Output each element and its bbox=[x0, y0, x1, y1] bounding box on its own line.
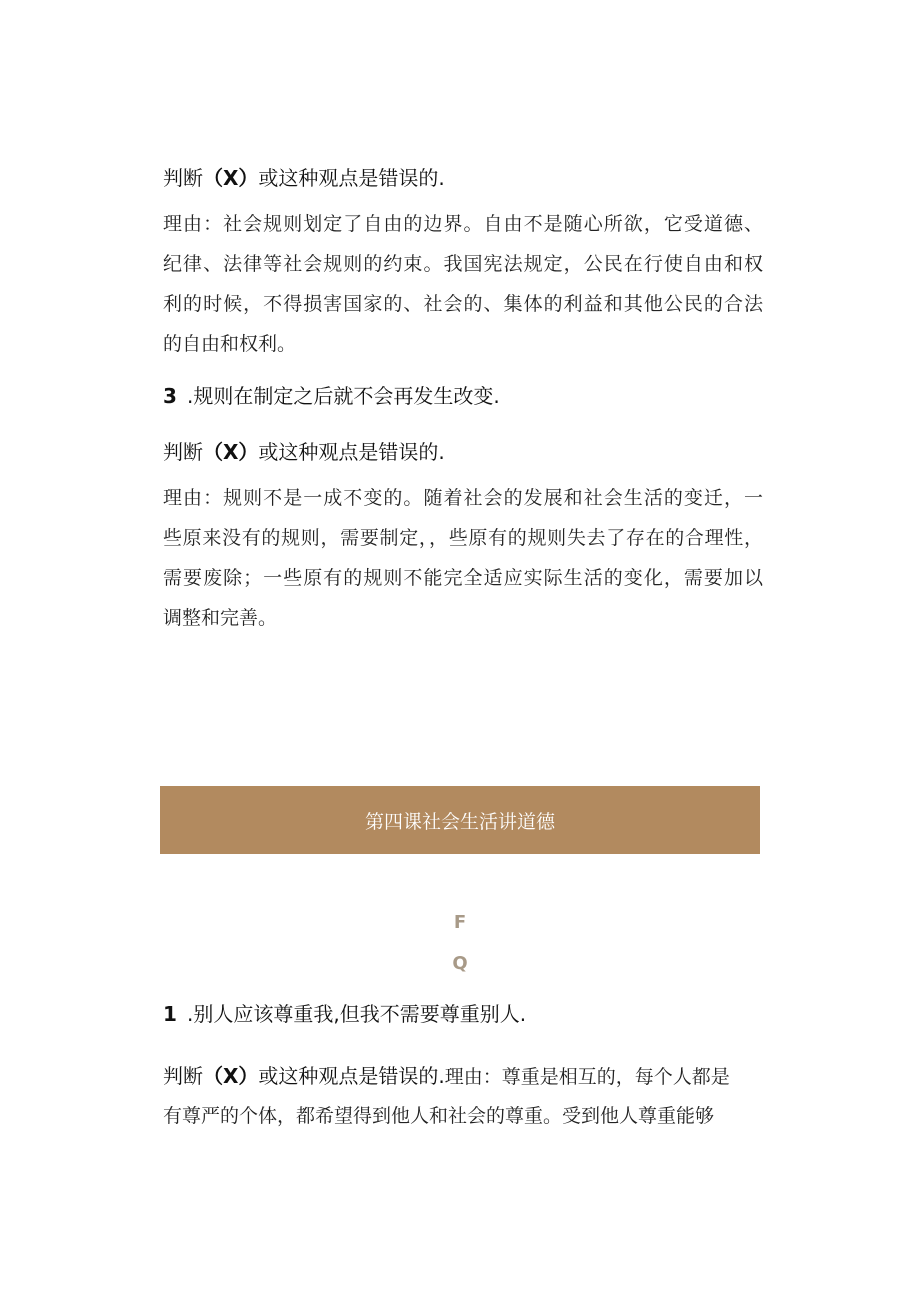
reason-text: 理由：尊重是相互的，每个人都是 bbox=[444, 1066, 730, 1088]
judgment-prefix: 判断 bbox=[163, 1064, 203, 1088]
question-text: .规则在制定之后就不会再发生改变. bbox=[187, 384, 500, 408]
judgment-suffix: 或这种观点是错误的. bbox=[258, 440, 445, 464]
reason-line: 利的时候，不得损害国家的、社会的、集体的利益和其他公民的合法 bbox=[163, 293, 763, 315]
reason-line: 理由：社会规则划定了自由的边界。自由不是随心所欲，它受道德、 bbox=[163, 213, 763, 235]
question-number: 3 bbox=[163, 384, 177, 408]
question-item bbox=[163, 1000, 526, 1028]
reason-line: 有尊严的个体，都希望得到他人和社会的尊重。受到他人尊重能够 bbox=[163, 1105, 715, 1127]
judgment-reason-line bbox=[163, 1056, 763, 1096]
question-number: 1 bbox=[163, 1002, 177, 1026]
reason-line: 调整和完善。 bbox=[163, 607, 278, 629]
decor-letter-q: Q bbox=[452, 953, 468, 974]
judgment-line bbox=[163, 438, 445, 466]
judgment-suffix: 或这种观点是错误的. bbox=[258, 166, 445, 190]
section-banner bbox=[160, 786, 760, 854]
reason-paragraph bbox=[163, 1056, 763, 1136]
question-text: .别人应该尊重我,但我不需要尊重别人. bbox=[187, 1002, 527, 1026]
decor-letter-f: F bbox=[453, 912, 467, 933]
reason-paragraph bbox=[163, 204, 763, 364]
reason-line: 理由：规则不是一成不变的。随着社会的发展和社会生活的变迁，一 bbox=[163, 487, 763, 509]
question-item bbox=[163, 382, 500, 410]
judgment-mark: （X） bbox=[203, 440, 259, 464]
reason-line: 的自由和权利。 bbox=[163, 333, 297, 355]
judgment-prefix: 判断 bbox=[163, 440, 203, 464]
judgment-suffix: 或这种观点是错误的. bbox=[258, 1064, 445, 1088]
judgment-mark: （X） bbox=[203, 166, 259, 190]
reason-paragraph bbox=[163, 478, 763, 638]
reason-line: 纪律、法律等社会规则的约束。我国宪法规定，公民在行使自由和权 bbox=[163, 253, 763, 275]
judgment-mark: （X） bbox=[203, 1064, 259, 1088]
reason-line: 些原来没有的规则，需要制定，，些原有的规则失去了存在的合理性， bbox=[163, 527, 763, 549]
judgment-prefix: 判断 bbox=[163, 166, 203, 190]
reason-line: 需要废除；一些原有的规则不能完全适应实际生活的变化，需要加以 bbox=[163, 567, 763, 589]
section-title: 第四课社会生活讲道德 bbox=[364, 810, 555, 833]
judgment-line bbox=[163, 164, 445, 192]
